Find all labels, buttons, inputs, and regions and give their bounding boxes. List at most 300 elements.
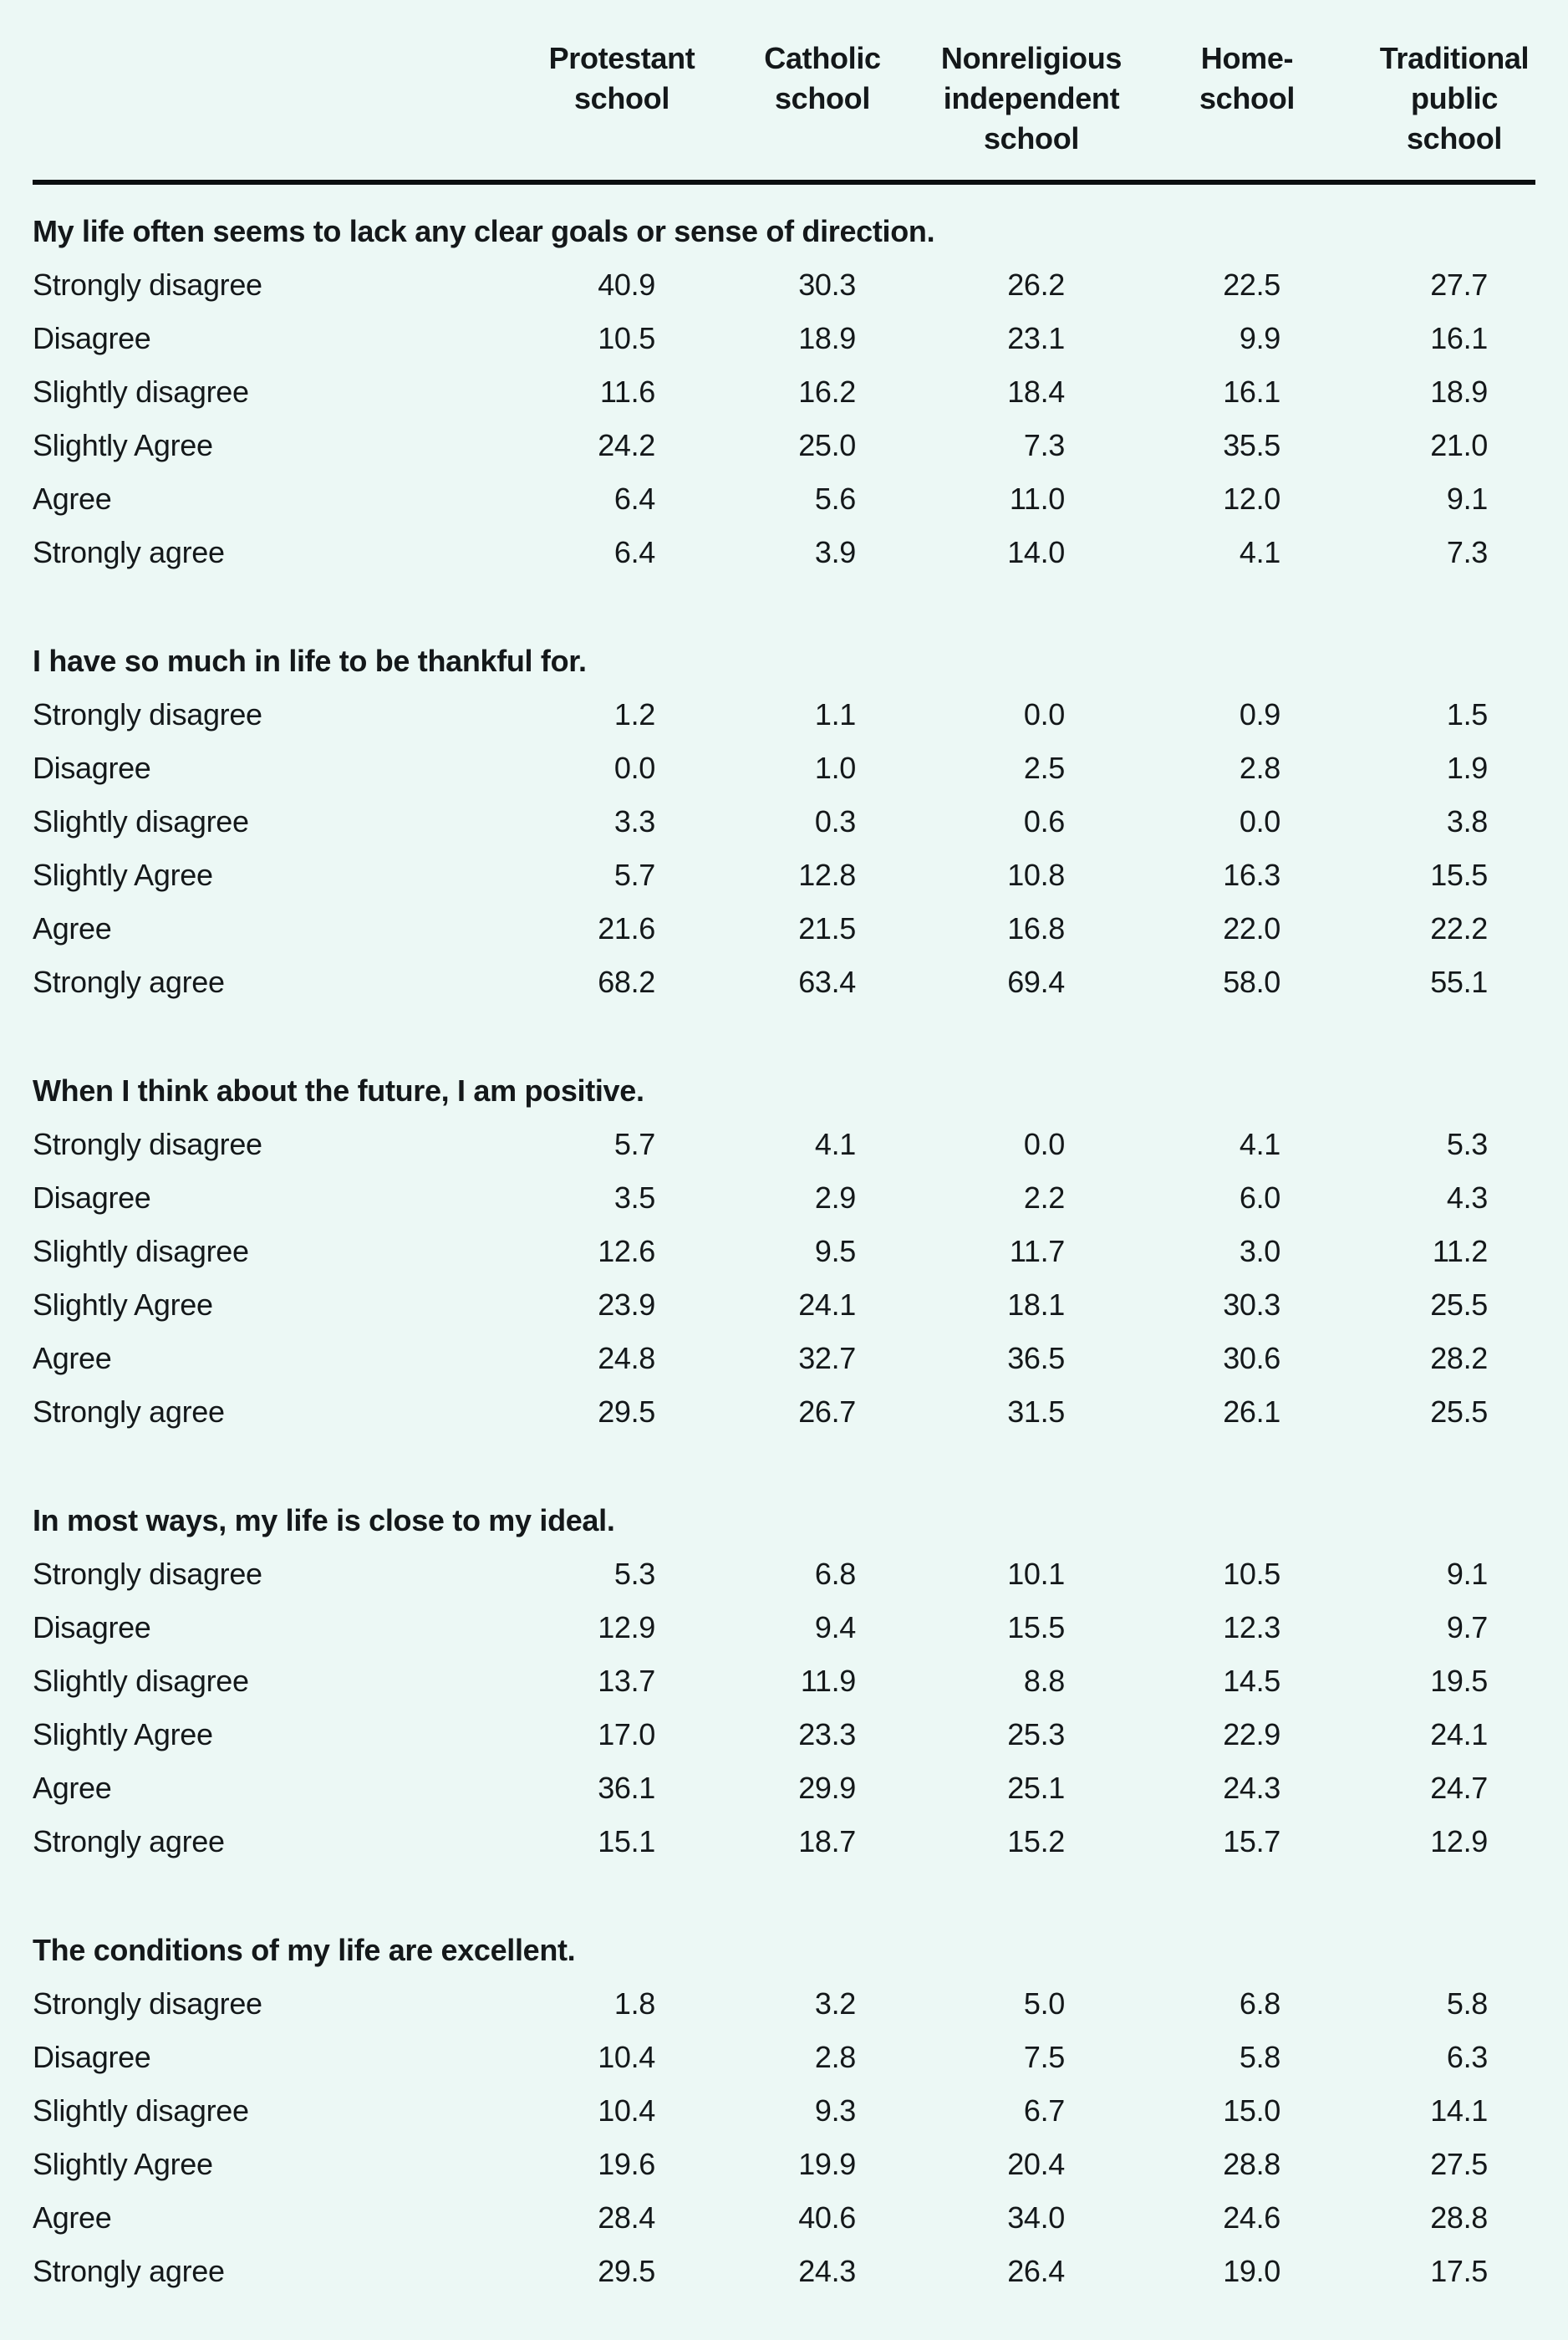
value: 10.4 bbox=[598, 2040, 655, 2074]
value: 25.3 bbox=[1007, 1717, 1065, 1751]
value: 4.1 bbox=[814, 1127, 856, 1161]
survey-table bbox=[33, 0, 1535, 2298]
value: 18.7 bbox=[798, 1824, 856, 1858]
value: 16.8 bbox=[1007, 911, 1065, 946]
value-cell bbox=[1065, 1332, 1280, 1385]
value-cell bbox=[1280, 956, 1488, 1009]
value-cell bbox=[455, 312, 655, 365]
value-cell bbox=[856, 1225, 1065, 1278]
column-header-label: Home-school bbox=[1199, 41, 1296, 115]
value-cell bbox=[455, 2138, 655, 2191]
value-cell bbox=[1280, 742, 1488, 795]
value: 22.0 bbox=[1223, 911, 1280, 946]
value: 6.4 bbox=[613, 482, 655, 516]
header-rule bbox=[33, 180, 1535, 185]
value: 1.0 bbox=[814, 751, 856, 785]
response-label: Strongly disagree bbox=[33, 1986, 262, 2021]
response-rows bbox=[33, 258, 1535, 579]
value-cell bbox=[856, 2084, 1065, 2138]
value: 12.8 bbox=[798, 858, 856, 892]
value: 40.9 bbox=[598, 268, 655, 302]
response-label-cell bbox=[33, 1385, 455, 1439]
value-cell bbox=[1065, 2138, 1280, 2191]
column-header-row bbox=[33, 0, 1535, 159]
table-row bbox=[33, 1225, 1535, 1278]
value-cell bbox=[455, 902, 655, 956]
table-row bbox=[33, 1601, 1535, 1654]
value-cell bbox=[1280, 1225, 1488, 1278]
table-row bbox=[33, 1977, 1535, 2031]
value-cell bbox=[655, 1654, 856, 1708]
value: 15.0 bbox=[1223, 2093, 1280, 2128]
value-cell bbox=[1065, 526, 1280, 579]
response-label-cell bbox=[33, 795, 455, 849]
value: 25.5 bbox=[1430, 1287, 1488, 1322]
value: 32.7 bbox=[798, 1341, 856, 1375]
value-cell bbox=[856, 1332, 1065, 1385]
value-cell bbox=[1280, 1171, 1488, 1225]
question-title-row bbox=[33, 205, 1535, 258]
value-cell bbox=[455, 1278, 655, 1332]
value-cell bbox=[1065, 1385, 1280, 1439]
value-cell bbox=[856, 1654, 1065, 1708]
value: 6.0 bbox=[1239, 1180, 1280, 1215]
value-cell bbox=[1280, 1977, 1488, 2031]
value: 26.2 bbox=[1007, 268, 1065, 302]
value: 2.5 bbox=[1023, 751, 1065, 785]
value: 5.6 bbox=[814, 482, 856, 516]
value: 11.9 bbox=[800, 1664, 856, 1698]
column-header-label: Nonreligious independent school bbox=[940, 41, 1123, 155]
question-section bbox=[33, 1494, 1535, 1868]
value: 5.3 bbox=[1446, 1127, 1488, 1161]
value-cell bbox=[1065, 849, 1280, 902]
value-cell bbox=[455, 526, 655, 579]
value: 24.3 bbox=[798, 2254, 856, 2288]
table-row bbox=[33, 2245, 1535, 2298]
table-row bbox=[33, 902, 1535, 956]
value: 9.1 bbox=[1446, 482, 1488, 516]
value: 9.3 bbox=[814, 2093, 856, 2128]
value: 4.3 bbox=[1446, 1180, 1488, 1215]
response-label: Strongly disagree bbox=[33, 1127, 262, 1161]
value-cell bbox=[655, 1225, 856, 1278]
value: 22.5 bbox=[1223, 268, 1280, 302]
value-cell bbox=[455, 365, 655, 419]
value-cell bbox=[655, 472, 856, 526]
value: 9.9 bbox=[1239, 321, 1280, 355]
response-label-cell bbox=[33, 1332, 455, 1385]
value: 1.5 bbox=[1446, 697, 1488, 732]
response-label: Agree bbox=[33, 911, 112, 946]
value: 16.1 bbox=[1223, 375, 1280, 409]
value: 9.5 bbox=[814, 1234, 856, 1268]
value: 0.3 bbox=[814, 804, 856, 839]
value-cell bbox=[1065, 1654, 1280, 1708]
response-label: Strongly disagree bbox=[33, 697, 262, 732]
value-cell bbox=[655, 795, 856, 849]
response-label: Slightly Agree bbox=[33, 1717, 213, 1751]
value: 16.1 bbox=[1430, 321, 1488, 355]
response-label-cell bbox=[33, 956, 455, 1009]
question-title: When I think about the future, I am positive. bbox=[33, 1073, 644, 1108]
response-label-cell bbox=[33, 526, 455, 579]
value: 1.1 bbox=[814, 697, 856, 732]
value-cell bbox=[655, 2191, 856, 2245]
value: 25.0 bbox=[798, 428, 856, 462]
value: 24.1 bbox=[1430, 1717, 1488, 1751]
value-cell bbox=[1280, 258, 1488, 312]
value-cell bbox=[1280, 1708, 1488, 1761]
value-cell bbox=[1065, 258, 1280, 312]
value-cell bbox=[655, 956, 856, 1009]
response-label-cell bbox=[33, 2191, 455, 2245]
value-cell bbox=[455, 2031, 655, 2084]
value-cell bbox=[455, 849, 655, 902]
value-cell bbox=[1065, 1708, 1280, 1761]
value: 0.0 bbox=[1239, 804, 1280, 839]
value-cell bbox=[856, 2245, 1065, 2298]
value-cell bbox=[455, 1977, 655, 2031]
table-row bbox=[33, 472, 1535, 526]
value-cell bbox=[455, 258, 655, 312]
question-title-row bbox=[33, 1064, 1535, 1118]
question-title: I have so much in life to be thankful for. bbox=[33, 644, 587, 678]
value: 10.8 bbox=[1007, 858, 1065, 892]
value: 0.6 bbox=[1023, 804, 1065, 839]
value: 16.2 bbox=[798, 375, 856, 409]
value-cell bbox=[1280, 2191, 1488, 2245]
value-cell bbox=[1280, 1815, 1488, 1868]
value-cell bbox=[455, 1332, 655, 1385]
value: 2.8 bbox=[1239, 751, 1280, 785]
value-cell bbox=[1280, 902, 1488, 956]
value-cell bbox=[1280, 365, 1488, 419]
value: 35.5 bbox=[1223, 428, 1280, 462]
value-cell bbox=[1065, 1118, 1280, 1171]
table-row bbox=[33, 795, 1535, 849]
response-label-cell bbox=[33, 1171, 455, 1225]
value: 15.5 bbox=[1007, 1610, 1065, 1644]
value-cell bbox=[1280, 2084, 1488, 2138]
value-cell bbox=[455, 2245, 655, 2298]
value-cell bbox=[1065, 2031, 1280, 2084]
value-cell bbox=[455, 956, 655, 1009]
response-label-cell bbox=[33, 2084, 455, 2138]
value-cell bbox=[856, 1547, 1065, 1601]
value: 3.2 bbox=[814, 1986, 856, 2021]
value: 12.6 bbox=[598, 1234, 655, 1268]
value: 0.0 bbox=[613, 751, 655, 785]
value-cell bbox=[1065, 688, 1280, 742]
value: 1.8 bbox=[613, 1986, 655, 2021]
value: 12.0 bbox=[1223, 482, 1280, 516]
value-cell bbox=[455, 2191, 655, 2245]
value-cell bbox=[1280, 1278, 1488, 1332]
value-cell bbox=[1065, 1761, 1280, 1815]
value-cell bbox=[1065, 1977, 1280, 2031]
value-cell bbox=[455, 688, 655, 742]
value-cell bbox=[655, 312, 856, 365]
column-header-public bbox=[1280, 38, 1530, 159]
value: 10.4 bbox=[598, 2093, 655, 2128]
value: 18.4 bbox=[1007, 375, 1065, 409]
value-cell bbox=[655, 1977, 856, 2031]
value-cell bbox=[455, 742, 655, 795]
value-cell bbox=[1280, 1118, 1488, 1171]
response-label-cell bbox=[33, 1547, 455, 1601]
response-label-cell bbox=[33, 742, 455, 795]
value-cell bbox=[655, 2031, 856, 2084]
value: 40.6 bbox=[798, 2200, 856, 2235]
value: 11.7 bbox=[1009, 1234, 1065, 1268]
value: 14.5 bbox=[1223, 1664, 1280, 1698]
value: 24.7 bbox=[1430, 1771, 1488, 1805]
value: 30.6 bbox=[1223, 1341, 1280, 1375]
value-cell bbox=[655, 1708, 856, 1761]
value: 9.4 bbox=[814, 1610, 856, 1644]
response-label: Disagree bbox=[33, 2040, 151, 2074]
value: 27.5 bbox=[1430, 2147, 1488, 2181]
value-cell bbox=[1280, 2138, 1488, 2191]
value: 5.8 bbox=[1239, 2040, 1280, 2074]
value: 17.0 bbox=[598, 1717, 655, 1751]
value: 12.9 bbox=[1430, 1824, 1488, 1858]
value: 28.2 bbox=[1430, 1341, 1488, 1375]
value-cell bbox=[655, 1278, 856, 1332]
value: 23.9 bbox=[598, 1287, 655, 1322]
value-cell bbox=[1065, 795, 1280, 849]
question-title: In most ways, my life is close to my ideal. bbox=[33, 1503, 615, 1537]
response-label: Strongly agree bbox=[33, 2254, 225, 2288]
value: 20.4 bbox=[1007, 2147, 1065, 2181]
value-cell bbox=[856, 902, 1065, 956]
question-section bbox=[33, 635, 1535, 1009]
response-label-cell bbox=[33, 902, 455, 956]
value-cell bbox=[655, 365, 856, 419]
value-cell bbox=[856, 688, 1065, 742]
value-cell bbox=[1280, 688, 1488, 742]
value: 29.5 bbox=[598, 1394, 655, 1429]
value-cell bbox=[655, 849, 856, 902]
value: 19.5 bbox=[1430, 1664, 1488, 1698]
value-cell bbox=[856, 2191, 1065, 2245]
value-cell bbox=[655, 1601, 856, 1654]
value: 26.4 bbox=[1007, 2254, 1065, 2288]
value-cell bbox=[1065, 1547, 1280, 1601]
value-cell bbox=[655, 526, 856, 579]
value: 0.9 bbox=[1239, 697, 1280, 732]
value: 28.8 bbox=[1430, 2200, 1488, 2235]
value-cell bbox=[856, 1601, 1065, 1654]
value: 9.1 bbox=[1446, 1557, 1488, 1591]
value-cell bbox=[1065, 2084, 1280, 2138]
value-cell bbox=[856, 312, 1065, 365]
value: 19.9 bbox=[798, 2147, 856, 2181]
value-cell bbox=[856, 795, 1065, 849]
value-cell bbox=[1065, 1171, 1280, 1225]
value-cell bbox=[1065, 2245, 1280, 2298]
value: 29.5 bbox=[598, 2254, 655, 2288]
table-row bbox=[33, 1654, 1535, 1708]
value: 2.8 bbox=[814, 2040, 856, 2074]
value-cell bbox=[1280, 1601, 1488, 1654]
value-cell bbox=[856, 526, 1065, 579]
response-label: Strongly agree bbox=[33, 1824, 225, 1858]
response-rows bbox=[33, 1547, 1535, 1868]
value-cell bbox=[856, 419, 1065, 472]
response-label: Disagree bbox=[33, 321, 151, 355]
table-row bbox=[33, 742, 1535, 795]
value-cell bbox=[655, 1761, 856, 1815]
value-cell bbox=[1065, 312, 1280, 365]
value: 63.4 bbox=[798, 965, 856, 999]
response-label: Agree bbox=[33, 2200, 112, 2235]
value: 9.7 bbox=[1446, 1610, 1488, 1644]
value-cell bbox=[856, 2138, 1065, 2191]
table-row bbox=[33, 2138, 1535, 2191]
value-cell bbox=[1280, 849, 1488, 902]
value-cell bbox=[455, 1171, 655, 1225]
value-cell bbox=[1065, 1225, 1280, 1278]
value-cell bbox=[856, 1761, 1065, 1815]
response-label: Slightly disagree bbox=[33, 1234, 249, 1268]
table-row bbox=[33, 419, 1535, 472]
value-cell bbox=[655, 419, 856, 472]
value-cell bbox=[455, 1815, 655, 1868]
value-cell bbox=[455, 1547, 655, 1601]
response-label: Strongly agree bbox=[33, 1394, 225, 1429]
value-cell bbox=[856, 1815, 1065, 1868]
response-label: Slightly Agree bbox=[33, 858, 213, 892]
value-cell bbox=[856, 1278, 1065, 1332]
value-cell bbox=[1280, 2031, 1488, 2084]
response-label: Agree bbox=[33, 1771, 112, 1805]
value: 23.3 bbox=[798, 1717, 856, 1751]
response-label: Slightly Agree bbox=[33, 428, 213, 462]
value: 11.2 bbox=[1432, 1234, 1488, 1268]
value: 14.1 bbox=[1430, 2093, 1488, 2128]
value: 3.3 bbox=[613, 804, 655, 839]
value-cell bbox=[1280, 419, 1488, 472]
value: 5.7 bbox=[613, 1127, 655, 1161]
table-row bbox=[33, 526, 1535, 579]
value: 36.5 bbox=[1007, 1341, 1065, 1375]
value-cell bbox=[856, 849, 1065, 902]
question-section bbox=[33, 205, 1535, 579]
response-label-cell bbox=[33, 1225, 455, 1278]
value-cell bbox=[1280, 1332, 1488, 1385]
response-label-cell bbox=[33, 849, 455, 902]
value: 6.8 bbox=[1239, 1986, 1280, 2021]
value: 7.3 bbox=[1023, 428, 1065, 462]
value: 34.0 bbox=[1007, 2200, 1065, 2235]
value-cell bbox=[655, 2084, 856, 2138]
response-label-cell bbox=[33, 1761, 455, 1815]
response-label: Slightly disagree bbox=[33, 2093, 249, 2128]
question-title-row bbox=[33, 1924, 1535, 1977]
value: 15.2 bbox=[1007, 1824, 1065, 1858]
value-cell bbox=[1280, 526, 1488, 579]
value-cell bbox=[856, 1385, 1065, 1439]
value-cell bbox=[1280, 2245, 1488, 2298]
value: 4.1 bbox=[1239, 535, 1280, 569]
response-label: Slightly disagree bbox=[33, 1664, 249, 1698]
value: 16.3 bbox=[1223, 858, 1280, 892]
response-label-cell bbox=[33, 1708, 455, 1761]
response-label: Strongly disagree bbox=[33, 268, 262, 302]
value: 3.5 bbox=[613, 1180, 655, 1215]
table-row bbox=[33, 1118, 1535, 1171]
value: 1.2 bbox=[613, 697, 655, 732]
value: 24.8 bbox=[598, 1341, 655, 1375]
value: 18.1 bbox=[1007, 1287, 1065, 1322]
response-rows bbox=[33, 1118, 1535, 1439]
value-cell bbox=[455, 472, 655, 526]
response-label: Slightly disagree bbox=[33, 375, 249, 409]
response-label-cell bbox=[33, 1977, 455, 2031]
response-label: Disagree bbox=[33, 1610, 151, 1644]
value-cell bbox=[1065, 956, 1280, 1009]
value: 55.1 bbox=[1430, 965, 1488, 999]
value-cell bbox=[655, 902, 856, 956]
value: 24.1 bbox=[798, 1287, 856, 1322]
value: 7.3 bbox=[1446, 535, 1488, 569]
value-cell bbox=[1065, 742, 1280, 795]
value-cell bbox=[655, 1118, 856, 1171]
value: 31.5 bbox=[1007, 1394, 1065, 1429]
value-cell bbox=[1065, 419, 1280, 472]
value: 19.6 bbox=[598, 2147, 655, 2181]
value: 13.7 bbox=[598, 1664, 655, 1698]
value-cell bbox=[1280, 1761, 1488, 1815]
value: 14.0 bbox=[1007, 535, 1065, 569]
value: 6.3 bbox=[1446, 2040, 1488, 2074]
column-header-label: Catholic school bbox=[764, 41, 881, 115]
value-cell bbox=[1280, 472, 1488, 526]
value-cell bbox=[455, 1118, 655, 1171]
value-cell bbox=[655, 1332, 856, 1385]
value-cell bbox=[1280, 312, 1488, 365]
value-cell bbox=[1065, 365, 1280, 419]
value-cell bbox=[1280, 1547, 1488, 1601]
value: 24.3 bbox=[1223, 1771, 1280, 1805]
value: 26.7 bbox=[798, 1394, 856, 1429]
value-cell bbox=[655, 258, 856, 312]
question-title-row bbox=[33, 1494, 1535, 1547]
response-label: Strongly agree bbox=[33, 535, 225, 569]
table-row bbox=[33, 312, 1535, 365]
value: 25.5 bbox=[1430, 1394, 1488, 1429]
table-row bbox=[33, 1385, 1535, 1439]
value: 24.6 bbox=[1223, 2200, 1280, 2235]
value-cell bbox=[1280, 1654, 1488, 1708]
table-row bbox=[33, 1815, 1535, 1868]
value: 23.1 bbox=[1007, 321, 1065, 355]
value-cell bbox=[455, 419, 655, 472]
response-label-cell bbox=[33, 1601, 455, 1654]
value: 5.0 bbox=[1023, 1986, 1065, 2021]
table-row bbox=[33, 1708, 1535, 1761]
value: 18.9 bbox=[798, 321, 856, 355]
value-cell bbox=[455, 795, 655, 849]
table-row bbox=[33, 1761, 1535, 1815]
value: 30.3 bbox=[1223, 1287, 1280, 1322]
table-row bbox=[33, 1547, 1535, 1601]
column-header-protestant bbox=[455, 38, 695, 119]
table-row bbox=[33, 1332, 1535, 1385]
value: 4.1 bbox=[1239, 1127, 1280, 1161]
